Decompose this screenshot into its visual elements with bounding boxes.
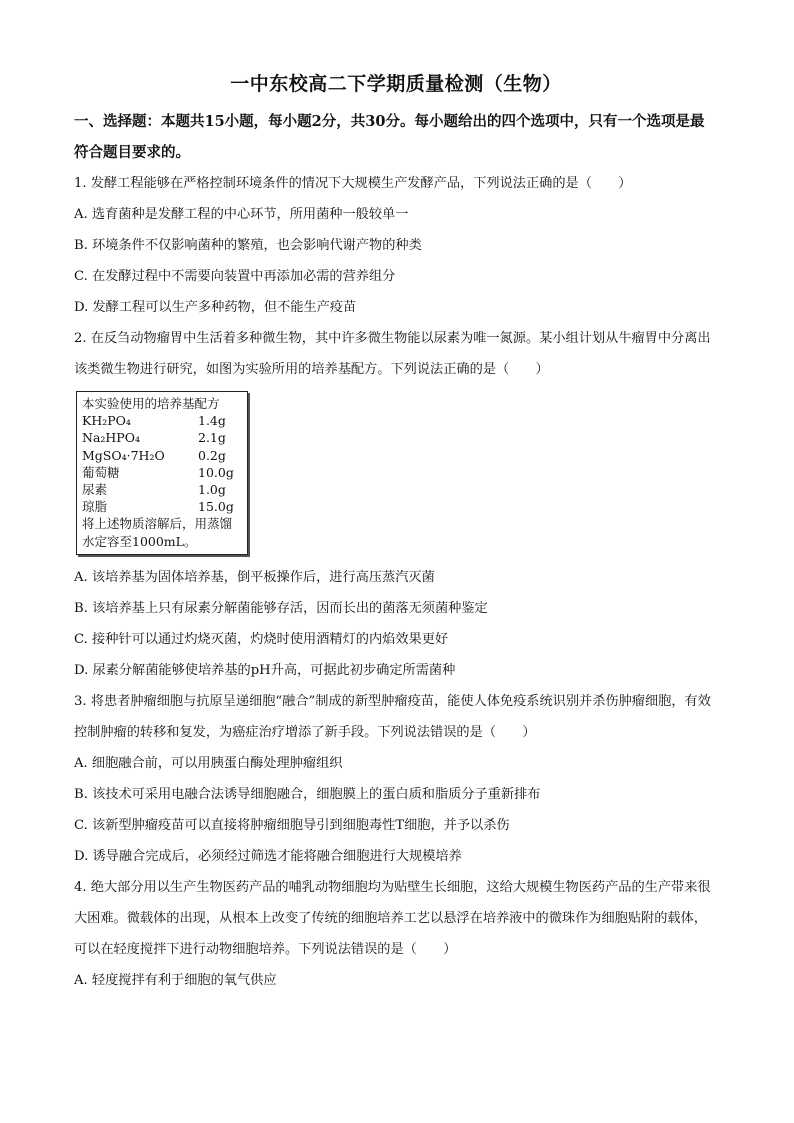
question-3: [74, 686, 718, 872]
recipe-amount: 1.4g: [198, 413, 226, 429]
question-stem: [74, 168, 718, 199]
option-a: A. 该培养基为固体培养基，倒平板操作后，进行高压蒸汽灭菌: [74, 569, 435, 585]
recipe-ingredient: KH₂PO₄: [82, 413, 131, 429]
recipe-amount: 1.0g: [198, 482, 226, 498]
question-number: 4.: [74, 879, 87, 895]
option-c: C. 在发酵过程中不需要向装置中再添加必需的营养组分: [74, 269, 396, 284]
option-b: B. 该培养基上只有尿素分解菌能够存活，因而长出的菌落无须菌种鉴定: [74, 600, 488, 616]
option-a: A. 选育菌种是发酵工程的中心环节，所用菌种一般较单一: [74, 207, 409, 222]
recipe-ingredient: 琼脂: [82, 499, 108, 515]
question-4: [74, 872, 718, 996]
recipe-row: [82, 447, 242, 464]
option-d: D. 发酵工程可以生产多种药物，但不能生产疫苗: [74, 300, 357, 315]
question-number: 1.: [74, 176, 87, 191]
recipe-heading: 本实验使用的培养基配方: [82, 396, 220, 411]
option-b: B. 该技术可采用电融合法诱导细胞融合，细胞膜上的蛋白质和脂质分子重新排布: [74, 786, 541, 802]
option-d: D. 诱导融合完成后，必须经过筛选才能将融合细胞进行大规模培养: [74, 848, 462, 864]
question-stem: [74, 872, 718, 965]
option-c: C. 该新型肿瘤疫苗可以直接将肿瘤细胞导引到细胞毒性T细胞，并予以杀伤: [74, 817, 510, 833]
question-stem: [74, 686, 718, 748]
recipe-row: [82, 481, 242, 498]
recipe-amount: 10.0g: [198, 464, 234, 480]
recipe-ingredient: Na₂HPO₄: [82, 430, 140, 446]
recipe-row: [82, 412, 242, 429]
page-title: 一中东校高二下学期质量检测（生物）: [230, 73, 562, 95]
question-text: 在反刍动物瘤胃中生活着多种微生物，其中许多微生物能以尿素为唯一氮源。某小组计划从牛瘤胃中分离出该类微生物进行研究，如图为实验所用的培养基配方。下列说法正确的是（ ）: [74, 331, 711, 377]
option-d: D. 尿素分解菌能够使培养基的pH升高，可据此初步确定所需菌种: [74, 662, 456, 678]
recipe-ingredient: 尿素: [82, 482, 108, 498]
option-c: C. 接种针可以通过灼烧灭菌，灼烧时使用酒精灯的内焰效果更好: [74, 631, 449, 647]
medium-recipe-box: [76, 391, 248, 555]
option-a: A. 细胞融合前，可以用胰蛋白酶处理肿瘤组织: [74, 755, 343, 771]
question-text: 将患者肿瘤细胞与抗原呈递细胞“融合”制成的新型肿瘤疫苗，能使人体免疫系统识别并杀伤肿瘤细胞，有效控制肿瘤的转移和复发，为癌症治疗增添了新手段。下列说法错误的是（ ）: [74, 693, 711, 740]
recipe-row: [82, 429, 242, 446]
question-text: 发酵工程能够在严格控制环境条件的情况下大规模生产发酵产品，下列说法正确的是（ ）: [90, 176, 632, 191]
option-a: A. 轻度搅拌有利于细胞的氧气供应: [74, 972, 277, 988]
section-heading: 一、选择题：本题共15小题，每小题2分，共30分。每小题给出的四个选项中，只有一个选项是最符合题目要求的。: [74, 113, 705, 161]
recipe-row: [82, 464, 242, 481]
question-number: 3.: [74, 693, 87, 709]
recipe-row: [82, 498, 242, 515]
question-stem: [74, 323, 718, 385]
recipe-note: 将上述物质溶解后，用蒸馏水定容至1000mL。: [82, 516, 233, 549]
recipe-amount: 2.1g: [198, 430, 226, 446]
recipe-ingredient: 葡萄糖: [82, 464, 120, 480]
option-b: B. 环境条件不仅影响菌种的繁殖，也会影响代谢产物的种类: [74, 238, 422, 253]
recipe-ingredient: MgSO₄·7H₂O: [82, 447, 165, 463]
recipe-amount: 0.2g: [198, 447, 226, 463]
question-text: 绝大部分用以生产生物医药产品的哺乳动物细胞均为贴壁生长细胞，这给大规模生物医药产品的生产带来很大困难。微载体的出现，从根本上改变了传统的细胞培养工艺以悬浮在培养液中的微珠作为细胞贴附的载体，可以在轻度搅拌下进行动物细胞培养。下列说法错误的是（ ）: [74, 879, 711, 957]
question-1: [74, 168, 718, 323]
question-number: 2.: [74, 331, 87, 346]
recipe-amount: 15.0g: [198, 499, 234, 515]
question-2: [74, 323, 718, 686]
